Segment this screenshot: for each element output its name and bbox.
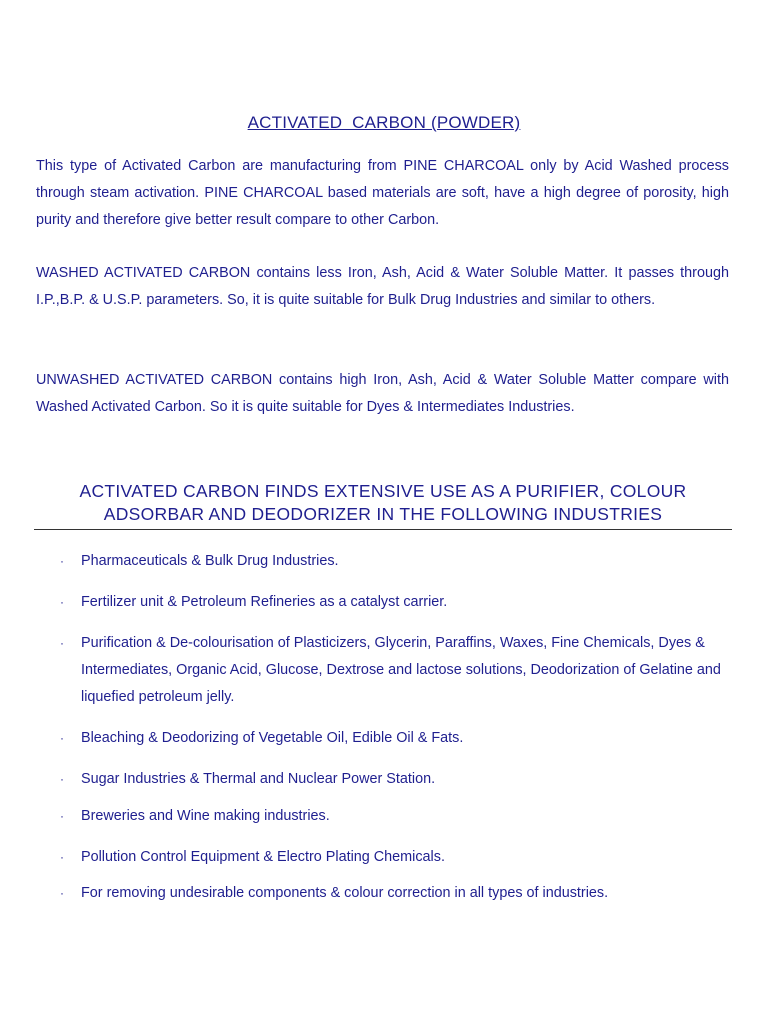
list-item-text: Purification & De-colourisation of Plasticizers, Glycerin, Paraffins, Waxes, Fine Chemicals, Dyes & Intermediates, Organic Acid, Glucose, Dextrose and lactose solutions, Deodorization of Gelatine and liquefied petroleum jelly. — [81, 635, 721, 705]
list-item-text: Sugar Industries & Thermal and Nuclear Power Station. — [81, 771, 436, 787]
list-item-text: Breweries and Wine making industries. — [81, 808, 330, 824]
bullet-icon: · — [60, 886, 64, 900]
section-heading-line-1: ACTIVATED CARBON FINDS EXTENSIVE USE AS A PURIFIER, COLOUR — [79, 481, 687, 501]
bullet-icon: · — [60, 809, 64, 823]
list-item-text: Pharmaceuticals & Bulk Drug Industries. — [81, 553, 339, 569]
list-item-text: Fertilizer unit & Petroleum Refineries as a catalyst carrier. — [81, 594, 448, 610]
section-heading — [34, 480, 732, 530]
bullet-icon: · — [60, 772, 64, 786]
document-title: ACTIVATED CARBON (POWDER) — [247, 113, 521, 132]
bullet-icon: · — [60, 595, 64, 609]
bullet-icon: · — [60, 554, 64, 568]
bullet-icon: · — [60, 731, 64, 745]
washed-carbon-paragraph: WASHED ACTIVATED CARBON contains less Iron, Ash, Acid & Water Soluble Matter. It passes through I.P.,B.P. & U.S.P. parameters. So, it is quite suitable for Bulk Drug Industries and similar to others. — [36, 265, 729, 308]
bullet-icon: · — [60, 636, 64, 650]
unwashed-carbon-paragraph: UNWASHED ACTIVATED CARBON contains high Iron, Ash, Acid & Water Soluble Matter compare with Washed Activated Carbon. So it is quite suitable for Dyes & Intermediates Industries. — [36, 372, 729, 415]
bullet-icon: · — [60, 850, 64, 864]
list-item-text: Pollution Control Equipment & Electro Plating Chemicals. — [81, 849, 445, 865]
section-heading-line-2: ADSORBAR AND DEODORIZER IN THE FOLLOWING INDUSTRIES — [103, 504, 663, 524]
intro-paragraph: This type of Activated Carbon are manufacturing from PINE CHARCOAL only by Acid Washed process through steam activation. PINE CHARCOAL based materials are soft, have a high degree of porosity, high purity and therefore give better result compare to other Carbon. — [36, 158, 729, 228]
list-item-text: For removing undesirable components & colour correction in all types of industries. — [81, 885, 609, 901]
list-item-text: Bleaching & Deodorizing of Vegetable Oil, Edible Oil & Fats. — [81, 730, 464, 746]
